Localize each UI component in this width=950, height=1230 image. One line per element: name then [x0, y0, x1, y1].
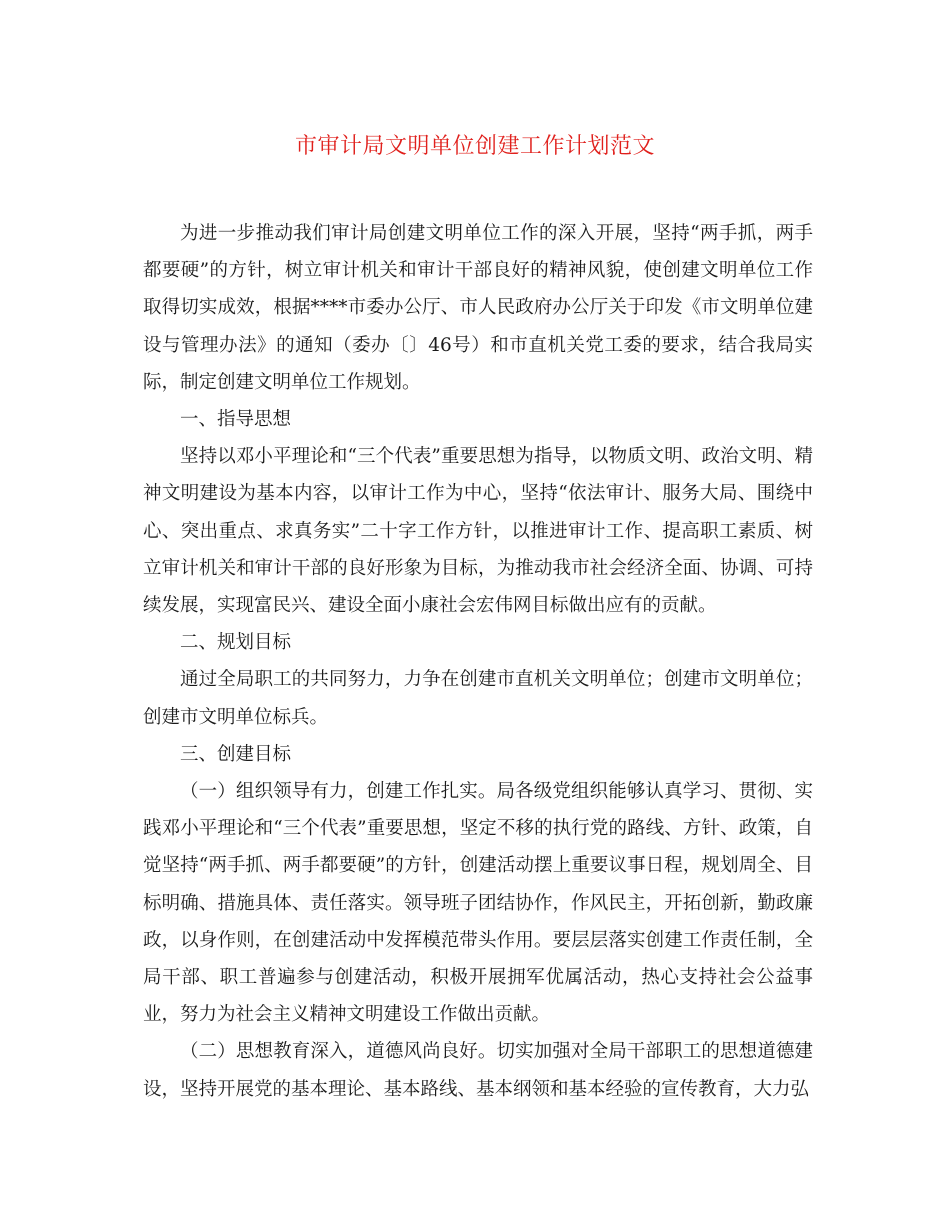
planning-goals-paragraph: 通过全局职工的共同努力，力争在创建市直机关文明单位；创建市文明单位；创建市文明单位标兵。: [143, 669, 813, 728]
creation-goal-1-paragraph: （一）组织领导有力，创建工作扎实。局各级党组织能够认真学习、贯彻、实践邓小平理论和“三个代表”重要思想，坚定不移的执行党的路线、方针、政策，自觉坚持“两手抓、两手都要硬”的方针，创建活动摆上重要议事日程，规划周全、目标明确、措施具体、责任落实。领导班子团结协作，作风民主，开拓创新，勤政廉政，以身作则，在创建活动中发挥模范带头作用。要层层落实创建工作责任制，全局干部、职工普遍参与创建活动，积极开展拥军优属活动，热心支持社会公益事业，努力为社会主义精神文明建设工作做出贡献。: [143, 781, 813, 1026]
creation-goal-2-paragraph: （二）思想教育深入，道德风尚良好。切实加强对全局干部职工的思想道德建设，坚持开展党的基本理论、基本路线、基本纲领和基本经验的宣传教育，大力弘: [143, 1041, 813, 1100]
section-heading-guiding-thought: 一、指导思想: [180, 409, 292, 431]
document-title: 市审计局文明单位创建工作计划范文: [294, 134, 655, 159]
document-body: [143, 215, 813, 1108]
guiding-thought-paragraph: 坚持以邓小平理论和“三个代表”重要思想为指导，以物质文明、政治文明、精神文明建设为基本内容，以审计工作为中心，坚持“依法审计、服务大局、围绕中心、突出重点、求真务实”二十字工作方针，以推进审计工作、提高职工素质、树立审计机关和审计干部的良好形象为目标，为推动我市社会经济全面、协调、可持续发展，实现富民兴、建设全面小康社会宏伟网目标做出应有的贡献。: [143, 446, 813, 617]
section-heading-creation-goals: 三、创建目标: [180, 743, 292, 765]
section-heading-planning-goals: 二、规划目标: [180, 632, 292, 654]
intro-paragraph: 为进一步推动我们审计局创建文明单位工作的深入开展，坚持“两手抓，两手都要硬”的方针，树立审计机关和审计干部良好的精神风貌，使创建文明单位工作取得切实成效，根据****市委办公厅、市人民政府办公厅关于印发《市文明单位建设与管理办法》的通知（委办〔〕46号）和市直机关党工委的要求，结合我局实际，制定创建文明单位工作规划。: [143, 223, 813, 393]
